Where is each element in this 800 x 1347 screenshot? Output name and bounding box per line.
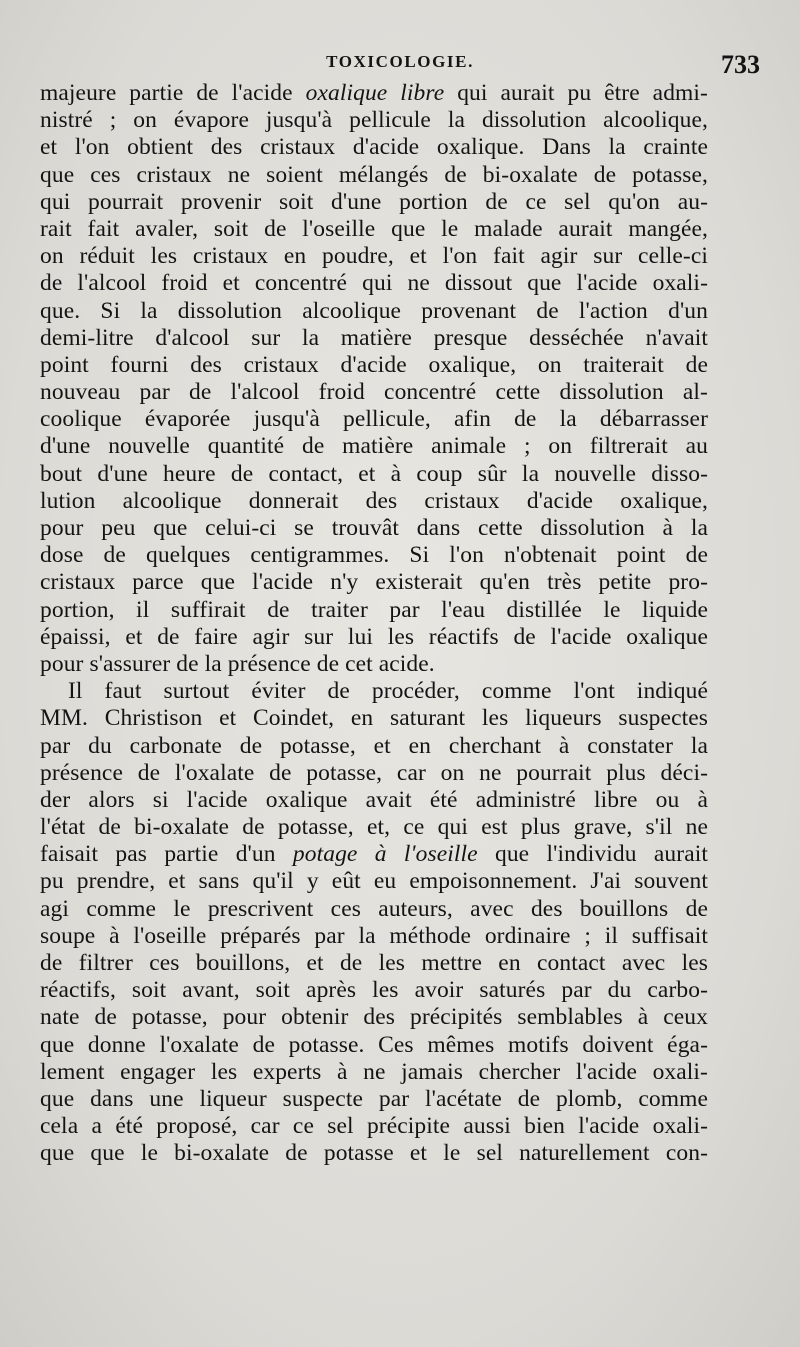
text-run: der alors si l'acide oxalique avait été administré libre ou à xyxy=(40,786,708,813)
text-line xyxy=(40,270,708,297)
text-run: l'état de bi-oxalate de potasse, et, ce qui est plus grave, s'il ne xyxy=(40,814,708,841)
text-line xyxy=(40,379,708,406)
page-header xyxy=(40,50,760,84)
text-run: majeure partie de l'acide xyxy=(40,80,306,106)
text-run: nouveau par de l'alcool froid concentré cette dissolution al- xyxy=(40,379,708,406)
text-line xyxy=(40,787,708,814)
text-run: de l'alcool froid et concentré qui ne dissout que l'acide oxali- xyxy=(40,270,708,297)
text-run: demi-litre d'alcool sur la matière presque desséchée n'avait xyxy=(40,324,708,351)
text-run: MM. Christison et Coindet, en saturant les liqueurs suspectes xyxy=(40,705,708,732)
text-line xyxy=(40,542,708,569)
text-line xyxy=(40,624,708,651)
text-run: rait fait avaler, soit de l'oseille que le malade aurait mangée, xyxy=(40,215,708,242)
text-line xyxy=(40,678,708,705)
text-run: Il faut surtout éviter de procéder, comme l'ont indiqué xyxy=(68,678,708,705)
text-line xyxy=(40,352,708,379)
text-line xyxy=(40,1059,708,1086)
text-line xyxy=(40,733,708,760)
text-run: cristaux parce que l'acide n'y existerait qu'en très petite pro- xyxy=(40,569,708,596)
text-run: que donne l'oxalate de potasse. Ces mêmes motifs doivent éga- xyxy=(40,1031,708,1058)
text-run: épaissi, et de faire agir sur lui les réactifs de l'acide oxalique xyxy=(40,623,708,650)
text-run: nate de potasse, pour obtenir des précipités semblables à ceux xyxy=(40,1004,708,1031)
text-run: pour peu que celui-ci se trouvât dans cette dissolution à la xyxy=(40,515,708,541)
text-line xyxy=(40,1140,708,1167)
text-run: cela a été proposé, car ce sel précipite aussi bien l'acide oxali- xyxy=(40,1113,708,1140)
body-text xyxy=(40,80,708,1168)
text-run: réactifs, soit avant, soit après les avoir saturés par du carbo- xyxy=(40,977,708,1004)
text-line xyxy=(40,950,708,977)
text-line xyxy=(40,243,708,270)
text-run: par du carbonate de potasse, et en cherchant à constater la xyxy=(40,732,708,759)
text-run: nistré ; on évapore jusqu'à pellicule la dissolution alcoolique, xyxy=(40,107,708,134)
text-line xyxy=(40,298,708,325)
text-line xyxy=(40,216,708,243)
text-run: lution alcoolique donnerait des cristaux d'acide oxalique, xyxy=(40,487,708,514)
text-line xyxy=(40,189,708,216)
text-run: faisait pas partie d'un xyxy=(40,841,293,868)
text-line xyxy=(40,1004,708,1031)
text-run: soupe à l'oseille préparés par la méthode ordinaire ; il suffisait xyxy=(40,922,708,949)
page-number: 733 xyxy=(721,50,760,79)
text-run: lement engager les experts à ne jamais chercher l'acide oxali- xyxy=(40,1058,708,1085)
text-line xyxy=(40,569,708,596)
text-run: qui pourrait provenir soit d'une portion de ce sel qu'on au- xyxy=(40,188,708,215)
text-run: que. Si la dissolution alcoolique provenant de l'action d'un xyxy=(40,297,708,324)
text-run: d'une nouvelle quantité de matière animale ; on filtrerait au xyxy=(40,433,708,460)
text-line xyxy=(40,705,708,732)
text-line xyxy=(40,923,708,950)
text-run: on réduit les cristaux en poudre, et l'on fait agir sur celle-ci xyxy=(40,243,708,270)
text-line xyxy=(40,597,708,624)
text-line xyxy=(40,433,708,460)
text-line xyxy=(40,80,708,107)
text-line xyxy=(40,896,708,923)
text-line xyxy=(40,1032,708,1059)
text-run: que dans une liqueur suspecte par l'acétate de plomb, comme xyxy=(40,1085,708,1112)
italic-phrase: potage à l'oseille xyxy=(292,841,478,868)
text-run: point fourni des cristaux d'acide oxalique, on traiterait de xyxy=(40,351,708,378)
text-line xyxy=(40,406,708,433)
text-run: coolique évaporée jusqu'à pellicule, afin de la débarrasser xyxy=(40,406,708,433)
text-line xyxy=(40,134,708,161)
text-line xyxy=(40,488,708,515)
text-line xyxy=(40,325,708,352)
text-run: que que le bi-oxalate de potasse et le sel naturellement con- xyxy=(40,1140,708,1167)
text-run: pour s'assurer de la présence de cet acide. xyxy=(40,650,435,677)
text-run: qui aurait pu être admi- xyxy=(444,80,708,106)
text-run: dose de quelques centigrammes. Si l'on n'obtenait point de xyxy=(40,542,708,569)
running-title: TOXICOLOGIE. xyxy=(326,52,474,71)
text-run: présence de l'oxalate de potasse, car on ne pourrait plus déci- xyxy=(40,759,708,786)
text-line xyxy=(40,1113,708,1140)
text-run: agi comme le prescrivent ces auteurs, avec des bouillons de xyxy=(40,895,708,922)
text-line xyxy=(40,868,708,895)
text-run: de filtrer ces bouillons, et de les mettre en contact avec les xyxy=(40,950,708,976)
text-line xyxy=(40,162,708,189)
text-run: que ces cristaux ne soient mélangés de bi-oxalate de potasse, xyxy=(40,161,708,188)
text-line xyxy=(40,515,708,542)
text-line xyxy=(40,651,708,678)
text-run: pu prendre, et sans qu'il y eût eu empoisonnement. J'ai souvent xyxy=(40,868,708,895)
text-line xyxy=(40,841,708,868)
text-line xyxy=(40,814,708,841)
text-run: bout d'une heure de contact, et à coup sûr la nouvelle disso- xyxy=(40,460,708,487)
text-run: que l'individu aurait xyxy=(477,841,708,868)
text-line xyxy=(40,760,708,787)
text-line xyxy=(40,1086,708,1113)
text-line xyxy=(40,461,708,488)
italic-phrase: oxalique libre xyxy=(305,80,445,106)
text-run: portion, il suffirait de traiter par l'eau distillée le liquide xyxy=(40,596,708,623)
text-run: et l'on obtient des cristaux d'acide oxalique. Dans la crainte xyxy=(40,134,708,161)
text-line xyxy=(40,107,708,134)
text-line xyxy=(40,977,708,1004)
